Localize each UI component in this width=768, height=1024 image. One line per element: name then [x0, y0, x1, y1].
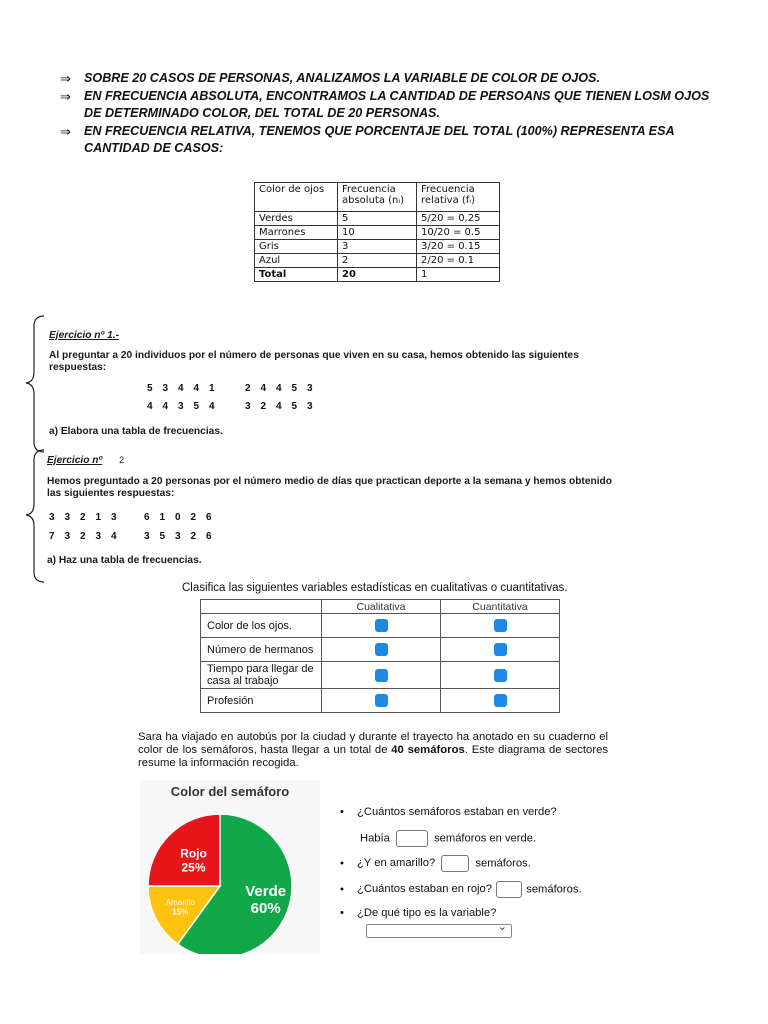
table-cell: 10/20 = 0.5 — [417, 226, 500, 240]
intro-text: SOBRE 20 CASOS DE PERSONAS, ANALIZAMOS LA VARIABLE DE COLOR DE OJOS. — [84, 71, 600, 85]
intro-line-1 — [60, 70, 730, 88]
double-arrow-icon: ⇒ — [60, 71, 71, 86]
table-cell: 3/20 = 0.15 — [417, 240, 500, 254]
table-header-cell: Color de ojos — [255, 183, 338, 212]
table-cell: Total — [255, 268, 338, 282]
intro-line-3 — [60, 123, 730, 158]
data-value: 4 — [111, 531, 117, 542]
classify-row — [201, 662, 560, 689]
table-cell: Gris — [255, 240, 338, 254]
data-value: 6 — [206, 512, 212, 523]
data-value: 3 — [162, 383, 169, 394]
exercise-1-task: a) Elabora una tabla de frecuencias. — [49, 426, 223, 437]
quantitative-checkbox[interactable] — [494, 643, 507, 656]
exercise-2-task: a) Haz una tabla de frecuencias. — [47, 555, 202, 566]
exercise-2-data-row — [144, 531, 222, 542]
table-cell: 5/20 = 0.25 — [417, 212, 500, 226]
classify-row — [201, 638, 560, 662]
data-value: 4 — [178, 383, 184, 394]
table-header-cell: Frecuencia absoluta (nᵢ) — [338, 183, 417, 212]
data-value: 5 — [159, 531, 166, 542]
bullet-icon: • — [340, 883, 344, 896]
data-value: 7 — [49, 531, 55, 542]
table-row — [255, 226, 500, 240]
data-value: 5 — [291, 383, 298, 394]
data-value: 4 — [276, 401, 282, 412]
table-header-row — [255, 183, 500, 212]
quantitative-cell — [441, 662, 560, 689]
classify-row — [201, 689, 560, 713]
frequency-table — [254, 182, 500, 282]
data-value: 3 — [64, 531, 71, 542]
intro-block — [60, 70, 730, 158]
exercise-2-title-text: Ejercicio nº — [47, 455, 103, 466]
data-value: 2 — [190, 512, 197, 523]
qualitative-checkbox[interactable] — [375, 643, 388, 656]
data-value: 4 — [260, 383, 267, 394]
data-value: 2 — [80, 512, 86, 523]
data-value: 4 — [209, 401, 215, 412]
exercise-1-data-row — [147, 401, 225, 412]
data-value: 2 — [245, 383, 251, 394]
variable-type-select[interactable] — [366, 921, 512, 938]
sara-text: . Este diagrama de sectores resume la información recogida. — [138, 744, 609, 769]
exercise-2-data-row — [49, 512, 127, 523]
table-cell: 3 — [338, 240, 417, 254]
table-cell: 5 — [338, 212, 417, 226]
table-row — [255, 254, 500, 268]
table-header-cell: Cualitativa — [322, 600, 441, 614]
data-value: 6 — [206, 531, 212, 542]
table-cell: Marrones — [255, 226, 338, 240]
pie-value-rojo: 25% — [181, 860, 206, 875]
quantitative-cell — [441, 689, 560, 713]
data-value: 1 — [159, 512, 166, 523]
data-value: 6 — [144, 512, 150, 523]
yellow-count-input[interactable] — [441, 855, 469, 872]
green-count-input[interactable] — [396, 830, 428, 847]
question-text: ¿De qué tipo es la variable? — [357, 907, 497, 919]
table-header-cell — [201, 600, 322, 614]
bullet-icon: • — [340, 857, 344, 870]
table-cell: 2/20 = 0.1 — [417, 254, 500, 268]
question-text: ¿Cuántos semáforos estaban en verde? — [357, 806, 557, 818]
quantitative-checkbox[interactable] — [494, 694, 507, 707]
data-value: 1 — [95, 512, 102, 523]
data-value: 3 — [95, 531, 102, 542]
variable-label: Tiempo para llegar de casa al trabajo — [201, 662, 322, 689]
sara-paragraph — [138, 731, 608, 770]
data-value: 0 — [175, 512, 181, 523]
data-value: 2 — [260, 401, 267, 412]
data-value: 3 — [64, 512, 71, 523]
intro-text: EN FRECUENCIA RELATIVA, TENEMOS QUE PORCENTAJE DEL TOTAL (100%) REPRESENTA ESA CANTIDAD DE CASOS: — [84, 123, 675, 155]
data-value: 3 — [49, 512, 55, 523]
question-text: ¿Y en amarillo? — [357, 857, 436, 870]
sara-bold: 40 semáforos — [391, 744, 465, 756]
exercise-1-data-row — [245, 401, 323, 412]
table-row — [255, 212, 500, 226]
qualitative-checkbox[interactable] — [375, 694, 388, 707]
exercise-1-data-row — [147, 383, 225, 394]
pie-label-rojo: Rojo — [180, 846, 207, 861]
data-value: 1 — [209, 383, 215, 394]
qualitative-cell — [322, 662, 441, 689]
variable-label: Número de hermanos — [201, 638, 322, 662]
table-header-cell: Cuantitativa — [441, 600, 560, 614]
question-text: ¿Cuántos estaban en rojo? — [357, 883, 492, 896]
data-value: 5 — [147, 383, 153, 394]
quantitative-cell — [441, 638, 560, 662]
intro-line-2 — [60, 88, 730, 123]
data-value: 3 — [144, 531, 150, 542]
quantitative-checkbox[interactable] — [494, 619, 507, 632]
exercise-1-title: Ejercicio nº 1.- — [49, 330, 119, 341]
double-arrow-icon: ⇒ — [60, 123, 71, 139]
exercise-2-number: 2 — [119, 455, 125, 465]
data-value: 2 — [190, 531, 197, 542]
data-value: 3 — [307, 401, 313, 412]
double-arrow-icon: ⇒ — [60, 88, 71, 104]
intro-text: EN FRECUENCIA ABSOLUTA, ENCONTRAMOS LA CANTIDAD DE PERSOANS QUE TIENEN LOSM OJOS DE DETERMINADO COLOR, DEL TOTAL DE 20 PERSONAS. — [84, 88, 710, 120]
variable-label: Color de los ojos. — [201, 614, 322, 638]
answer-suffix: semáforos en verde. — [434, 832, 537, 845]
exercise-2-data-row — [144, 512, 222, 523]
pie-label-amarillo: Amarillo — [165, 898, 195, 908]
bullet-icon: • — [340, 907, 344, 919]
exercise-2-title — [47, 455, 124, 466]
question-4 — [340, 907, 496, 919]
data-value: 3 — [175, 531, 181, 542]
qualitative-cell — [322, 689, 441, 713]
qualitative-cell — [322, 614, 441, 638]
pie-label-verde: Verde — [245, 882, 287, 900]
sara-text: Sara ha viajado en autobús por la ciudad y durante el trayecto ha anotado en su cuaderno el color de los semáforos, hasta llegar a un total de — [138, 731, 608, 756]
table-header-cell: Frecuencia relativa (fᵢ) — [417, 183, 500, 212]
table-cell: 20 — [338, 268, 417, 282]
data-value: 2 — [80, 531, 86, 542]
data-value: 3 — [307, 383, 313, 394]
table-cell: 10 — [338, 226, 417, 240]
quantitative-checkbox[interactable] — [494, 669, 507, 682]
exercise-1-data-row — [245, 383, 323, 394]
classify-row — [201, 614, 560, 638]
pie-value-verde: 60% — [250, 900, 281, 918]
table-cell: Azul — [255, 254, 338, 268]
red-count-input[interactable] — [496, 881, 522, 898]
table-row — [255, 240, 500, 254]
classify-header-row — [201, 600, 560, 614]
data-value: 3 — [245, 401, 251, 412]
answer-prefix: Había — [360, 832, 390, 845]
pie-value-amarillo: 15% — [172, 907, 189, 917]
question-2 — [340, 855, 531, 872]
bullet-icon: • — [340, 806, 344, 818]
data-value: 4 — [162, 401, 169, 412]
exercise-2-text: Hemos preguntado a 20 personas por el número medio de días que practican deporte a la semana y hemos obtenido las siguientes respuestas: — [47, 476, 612, 499]
brace-icon — [22, 314, 52, 454]
answer-suffix: semáforos. — [475, 857, 531, 870]
qualitative-checkbox[interactable] — [375, 669, 388, 682]
exercise-2-data-row — [49, 531, 127, 542]
data-value: 4 — [147, 401, 153, 412]
quantitative-cell — [441, 614, 560, 638]
classify-table — [200, 599, 560, 713]
qualitative-cell — [322, 638, 441, 662]
answer-suffix: semáforos. — [526, 883, 582, 896]
table-cell: 2 — [338, 254, 417, 268]
variable-label: Profesión — [201, 689, 322, 713]
question-1 — [340, 806, 557, 818]
data-value: 4 — [276, 383, 282, 394]
exercise-1-text: Al preguntar a 20 individuos por el número de personas que viven en su casa, hemos obtenido las siguientes respuestas: — [49, 350, 579, 373]
table-cell: Verdes — [255, 212, 338, 226]
data-value: 5 — [193, 401, 200, 412]
data-value: 3 — [178, 401, 184, 412]
data-value: 4 — [193, 383, 200, 394]
table-cell: 1 — [417, 268, 500, 282]
data-value: 5 — [291, 401, 298, 412]
data-value: 3 — [111, 512, 117, 523]
chevron-down-icon: ⌄ — [497, 921, 507, 933]
qualitative-checkbox[interactable] — [375, 619, 388, 632]
pie-chart-panel — [140, 780, 320, 954]
classify-instruction: Clasifica las siguientes variables estadísticas en cualitativas o cuantitativas. — [182, 582, 568, 594]
chart-title: Color del semáforo — [170, 784, 290, 799]
table-total-row — [255, 268, 500, 282]
question-3 — [340, 881, 582, 898]
answer-1 — [360, 830, 536, 847]
pie-chart — [140, 780, 320, 954]
